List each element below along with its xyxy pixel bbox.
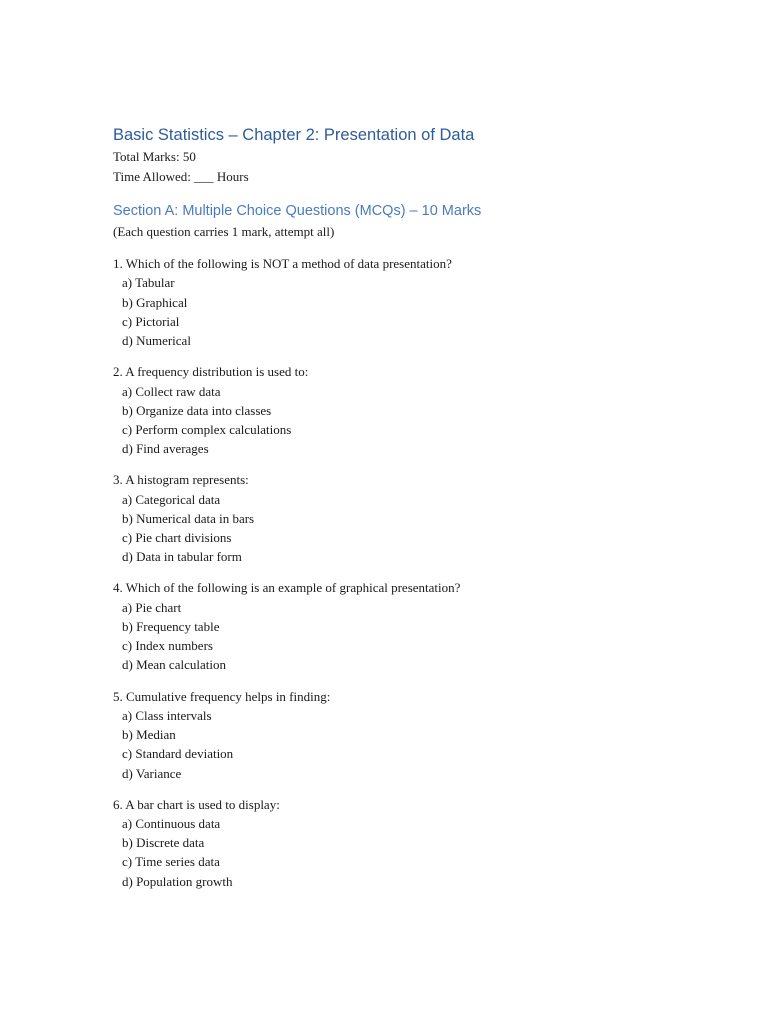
document-page <box>113 123 713 891</box>
option-c: c) Perform complex calculations <box>122 421 292 437</box>
option-d: d) Data in tabular form <box>122 549 242 565</box>
option-c: c) Standard deviation <box>122 746 234 762</box>
option-d: d) Population growth <box>122 873 233 889</box>
option-d: d) Mean calculation <box>122 657 226 673</box>
question-text: 1. Which of the following is NOT a method of data presentation? <box>113 256 452 271</box>
option-a: a) Collect raw data <box>122 383 221 399</box>
total-marks: Total Marks: 50 <box>113 149 196 164</box>
option-c: c) Pictorial <box>122 313 180 329</box>
option-b: b) Graphical <box>122 294 188 310</box>
option-a: a) Class intervals <box>122 707 212 723</box>
option-b: b) Discrete data <box>122 835 205 851</box>
option-a: a) Categorical data <box>122 491 221 507</box>
document-title: Basic Statistics – Chapter 2: Presentation of Data <box>113 126 475 144</box>
section-a-instructions: (Each question carries 1 mark, attempt all) <box>113 224 335 239</box>
option-d: d) Numerical <box>122 332 191 348</box>
question-text: 2. A frequency distribution is used to: <box>113 364 309 380</box>
option-d: d) Find averages <box>122 441 209 457</box>
option-d: d) Variance <box>122 765 182 781</box>
option-c: c) Pie chart divisions <box>122 530 232 546</box>
option-b: b) Numerical data in bars <box>122 510 255 526</box>
question-text: 6. A bar chart is used to display: <box>113 796 280 812</box>
question-text: 4. Which of the following is an example of graphical presentation? <box>113 580 461 596</box>
question-text: 5. Cumulative frequency helps in finding: <box>113 688 331 704</box>
question-text: 3. A histogram represents: <box>113 472 249 488</box>
question-5 <box>113 687 713 783</box>
option-a: a) Continuous data <box>122 816 221 832</box>
option-c: c) Time series data <box>122 854 220 870</box>
option-c: c) Index numbers <box>122 638 213 654</box>
option-a: a) Pie chart <box>122 599 182 615</box>
question-1 <box>113 254 713 350</box>
option-b: b) Frequency table <box>122 619 220 634</box>
question-4 <box>113 578 713 674</box>
section-a-heading: Section A: Multiple Choice Questions (MCQs) – 10 Marks <box>113 203 482 219</box>
time-allowed: Time Allowed: ___ Hours <box>113 169 249 184</box>
option-b: b) Organize data into classes <box>122 402 272 418</box>
option-a: a) Tabular <box>122 275 175 291</box>
question-3 <box>113 470 713 566</box>
question-2 <box>113 362 713 458</box>
question-6 <box>113 795 713 891</box>
option-b: b) Median <box>122 727 176 743</box>
